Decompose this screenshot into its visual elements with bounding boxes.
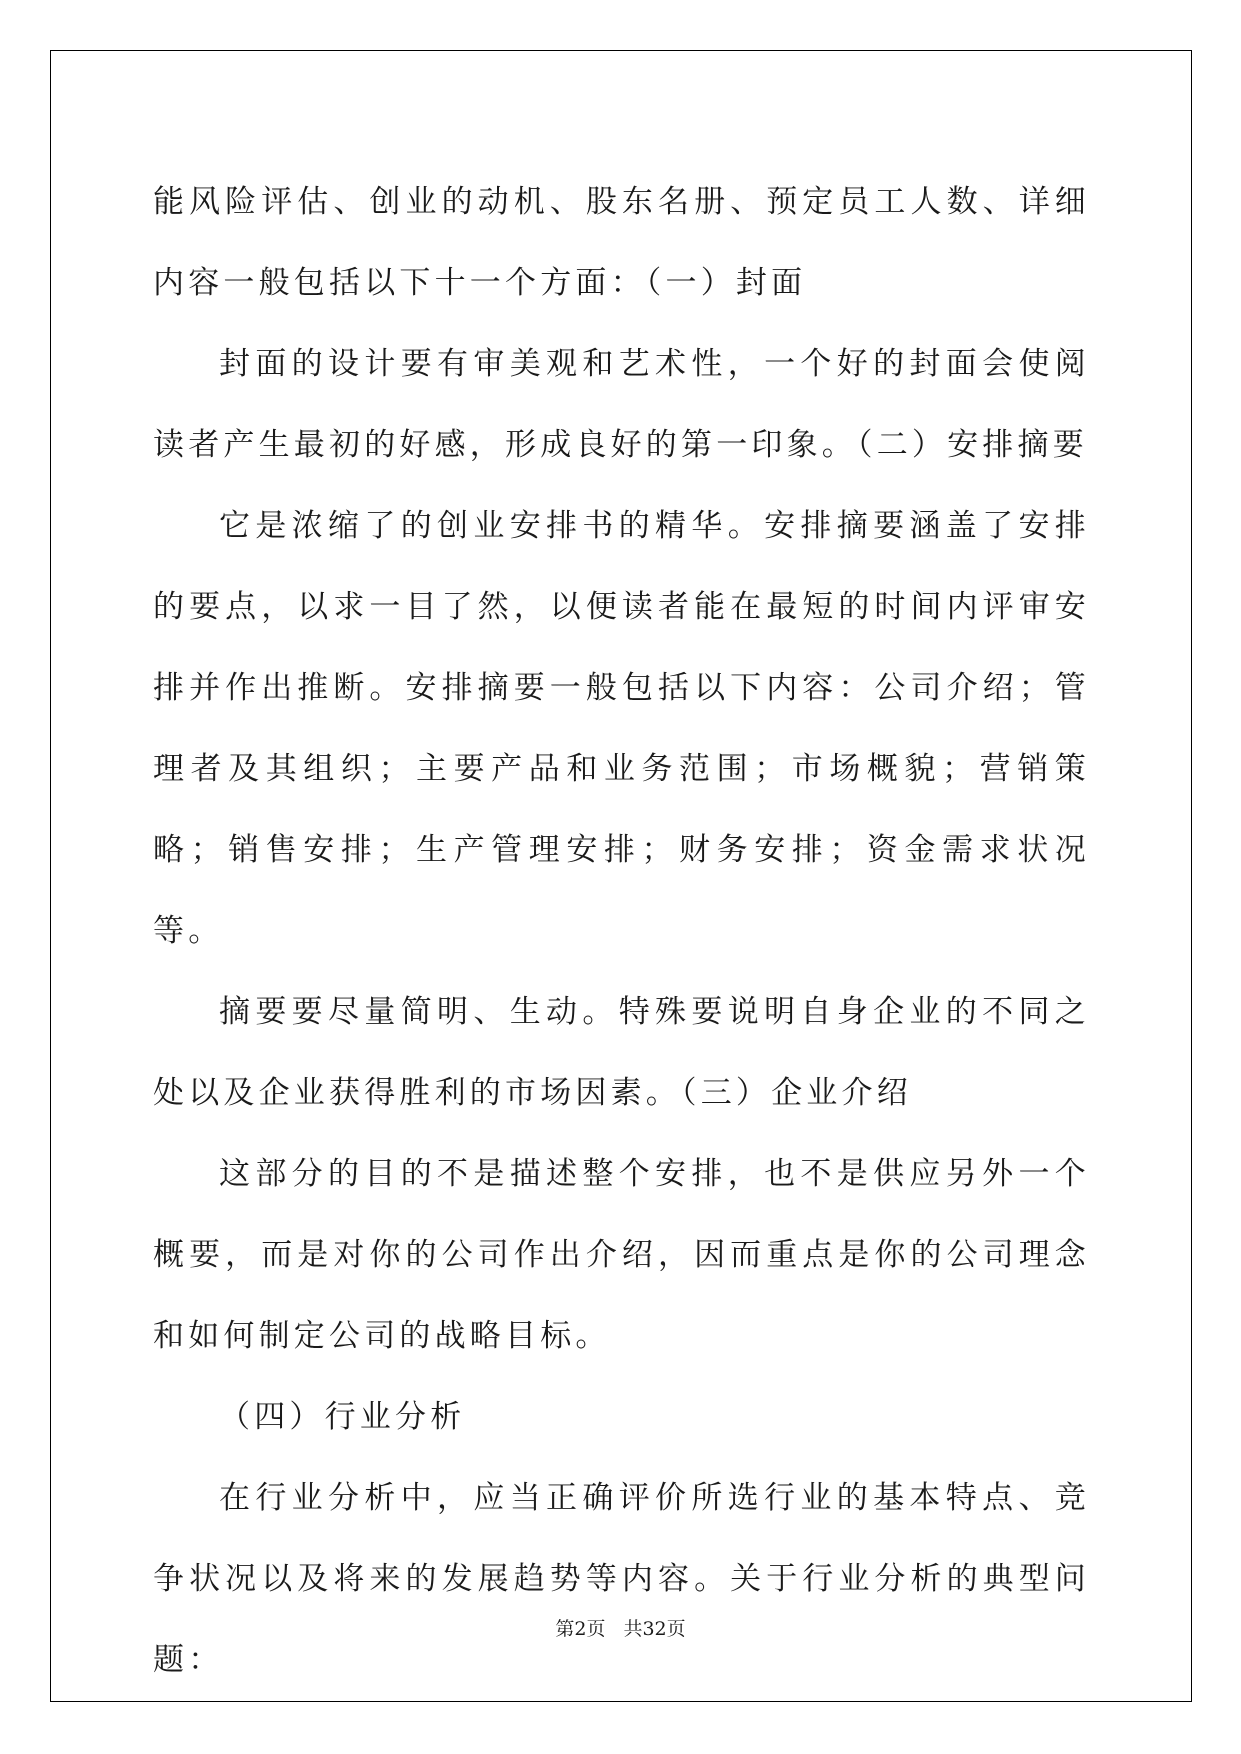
paragraph: 封面的设计要有审美观和艺术性，一个好的封面会使阅读者产生最初的好感，形成良好的第一印象。（二）安排摘要 xyxy=(153,346,1090,463)
paragraph: 能风险评估、创业的动机、股东名册、预定员工人数、详细内容一般包括以下十一个方面：（一）封面 xyxy=(153,184,1090,301)
page-number: 第2页 xyxy=(555,1618,606,1640)
paragraph: 摘要要尽量简明、生动。特殊要说明自身企业的不同之处以及企业获得胜利的市场因素。（三）企业介绍 xyxy=(153,994,1090,1111)
page-footer xyxy=(0,1614,1241,1641)
paragraph: 在行业分析中，应当正确评价所选行业的基本特点、竞争状况以及将来的发展趋势等内容。关于行业分析的典型问题： xyxy=(153,1480,1090,1678)
paragraph: 这部分的目的不是描述整个安排，也不是供应另外一个概要，而是对你的公司作出介绍，因而重点是你的公司理念和如何制定公司的战略目标。 xyxy=(153,1156,1090,1354)
section-heading: （四）行业分析 xyxy=(219,1399,466,1435)
page-total: 共32页 xyxy=(623,1618,686,1640)
paragraph: 它是浓缩了的创业安排书的精华。安排摘要涵盖了安排的要点，以求一目了然，以便读者能在最短的时间内评审安排并作出推断。安排摘要一般包括以下内容：公司介绍；管理者及其组织；主要产品和业务范围；市场概貌；营销策略；销售安排；生产管理安排；财务安排；资金需求状况等。 xyxy=(153,508,1090,949)
document-body xyxy=(153,162,1090,1701)
